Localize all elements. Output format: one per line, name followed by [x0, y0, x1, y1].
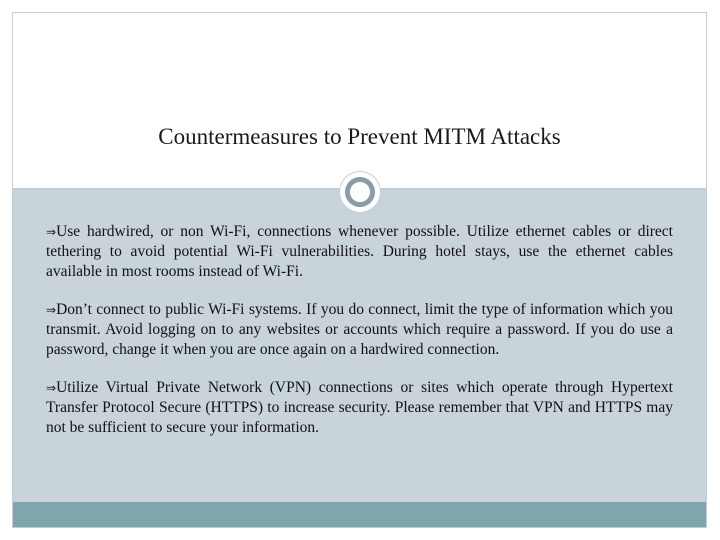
- title-area: [13, 13, 706, 188]
- bullet-text: Utilize Virtual Private Network (VPN) connections or sites which operate through Hypertext Transfer Protocol Secure (HTTPS) to increase security. Please remember that VPN and HTTPS may not be sufficient to secure your information.: [46, 379, 673, 436]
- bullet-item: [46, 222, 673, 282]
- bullet-item: [46, 378, 673, 438]
- arrow-bullet-icon: ⇒: [46, 381, 57, 395]
- bottom-bar: [13, 502, 706, 527]
- bullet-list: [46, 222, 673, 456]
- bullet-text: Don’t connect to public Wi-Fi systems. If you do connect, limit the type of information which you transmit. Avoid logging on to any websites or accounts which require a password. If you do use a password, change it when you are once again on a hardwired connection.: [46, 301, 673, 358]
- ornament-ring: [345, 177, 375, 207]
- circle-ornament-icon: [339, 171, 381, 213]
- bullet-text: Use hardwired, or non Wi-Fi, connections whenever possible. Utilize ethernet cables or direct tethering to avoid potential Wi-Fi vulnerabilities. During hotel stays, use the ethernet cables available in most rooms instead of Wi-Fi.: [46, 223, 673, 280]
- arrow-bullet-icon: ⇒: [46, 303, 57, 317]
- bullet-item: [46, 300, 673, 360]
- slide-title: Countermeasures to Prevent MITM Attacks: [158, 124, 561, 149]
- arrow-bullet-icon: ⇒: [46, 225, 57, 239]
